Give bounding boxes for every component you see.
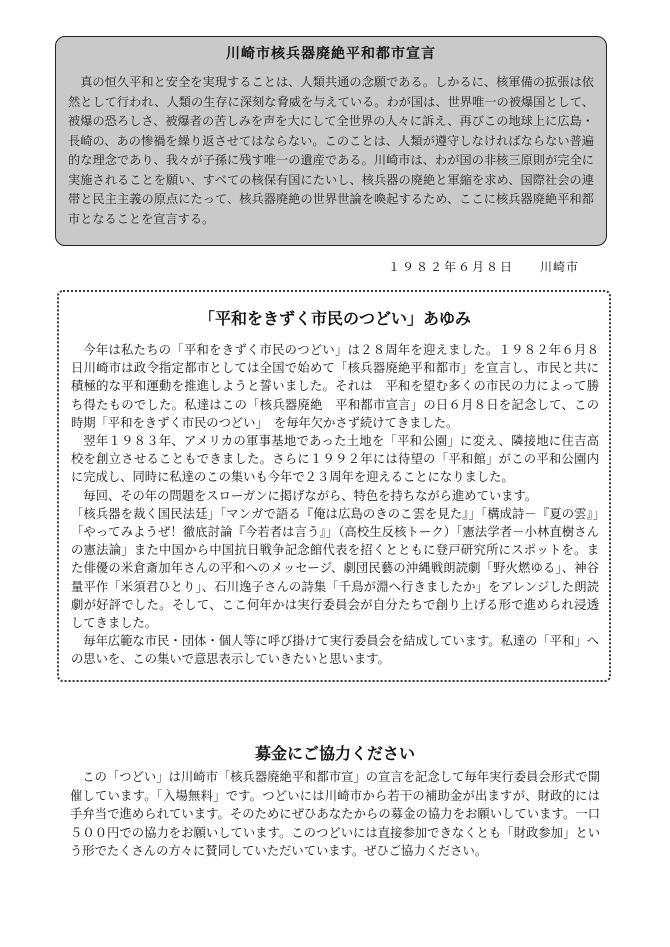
history-title: 「平和をきずく市民のつどい」あゆみ (198, 309, 471, 328)
declaration-city: 川崎市 (540, 260, 580, 274)
history-box (57, 290, 611, 682)
declaration-signature (388, 258, 579, 275)
donation-title: 募金にご協力ください (254, 744, 415, 763)
history-paragraph: 今年は私たちの「平和をきずく市民のつどい」は２８周年を迎えました。１９８２年６月８日川崎市は政令指定都市としては全国で始めて「核兵器廃絶平和都市」を宣言し、市民と共に積極的な平和運動を推進しようと誓いました。それは 平和を望む多くの市民の力によって勝ち得たものでした。私達はこの「核兵器廃絶 平和都市宣言」の日６月８日を記念して、この時期「平和をきずく市民のつどい」 を毎年欠かさず続けてきました。 (71, 343, 599, 430)
donation-body: この「つどい」は川崎市「核兵器廃絶平和都市宣」の宣言を記念して毎年実行委員会形式で開催しています。「入場無料」です。つどいには川崎市から若干の補助金が出ますが、財政的には手弁当で進められています。そのためにぜひあなたからの募金の協力をお願いしています。一口５００円での協力をお願いしています。このつどいには直接参加できなくとも「財政参加」という形でたくさんの方々に賛同していただいています。ぜひご協力ください。 (70, 770, 600, 858)
history-paragraph: 毎回、その年の問題をスローガンに掲げながら、特色を持ちながら進めています。 (83, 488, 538, 503)
history-paragraph: 翌年１９８３年、アメリカの軍事基地であった土地を「平和公園」に変え、隣接地に住吉高校を創立させることもできました。さらに１９９２年には待望の「平和館」がこの平和公園内に完成し、同時に私達のこの集いも今年で２３周年を迎えることになりました。 (71, 434, 599, 485)
declaration-box (55, 36, 607, 246)
declaration-body: 真の恒久平和と安全を実現することは、人類共通の念願である。しかるに、核軍備の拡張は依然として行われ、人類の生存に深刻な脅威を与えている。わが国は、世界唯一の被爆国として、被爆の恐ろしさ、被爆者の苦しみを声を大にして全世界の人々に訴え、再びこの地球上に広島・長崎の、あの惨禍を繰り返させてはならない。このことは、人類が遵守しなければならない普遍的な理念であり、我々が子孫に残す唯一の遺産である。川崎市は、わが国の非核三原則が完全に実施されることを願い、すべての核保有国にたいし、核兵器の廃絶と軍縮を求め、国際社会の連帯と民主主義の原点にたって、核兵器廃絶の世界世論を喚起するため、ここに核兵器廃絶平和都市となることを宣言する。 (68, 75, 594, 226)
history-paragraph: 「核兵器を裁く国民法廷」「マンガで語る『俺は広島のきのこ雲を見た』」「構成詩－『夏の雲』」「やってみようぜ！徹底討論『今若者は言う』」（高校生反核トーク）「憲法学者－小林直樹さんの憲法論」また中国から中国抗日戦争記念館代表を招くとともに登戸研究所にスポットを。また俳優の米倉斎加年さんの平和へのメッセージ、劇団民藝の沖縄戦朗読劇「野火燃ゆる」、神谷量平作「米須君ひとり」、石川逸子さんの詩集「千鳥が淵へ行きましたか」をアレンジした朗読劇が好評でした。そして、ここ何年かは実行委員会が自分たちで創り上げる形で進められ浸透してきました。 (71, 506, 599, 631)
history-paragraph: 毎年広範な市民・団体・個人等に呼び掛けて実行委員会を結成しています。私達の「平和」への思いを、この集いで意思表示していきたいと思います。 (71, 634, 599, 667)
declaration-title: 川崎市核兵器廃絶平和都市宣言 (226, 46, 436, 62)
declaration-date: １９８２年６月８日 (388, 260, 515, 274)
